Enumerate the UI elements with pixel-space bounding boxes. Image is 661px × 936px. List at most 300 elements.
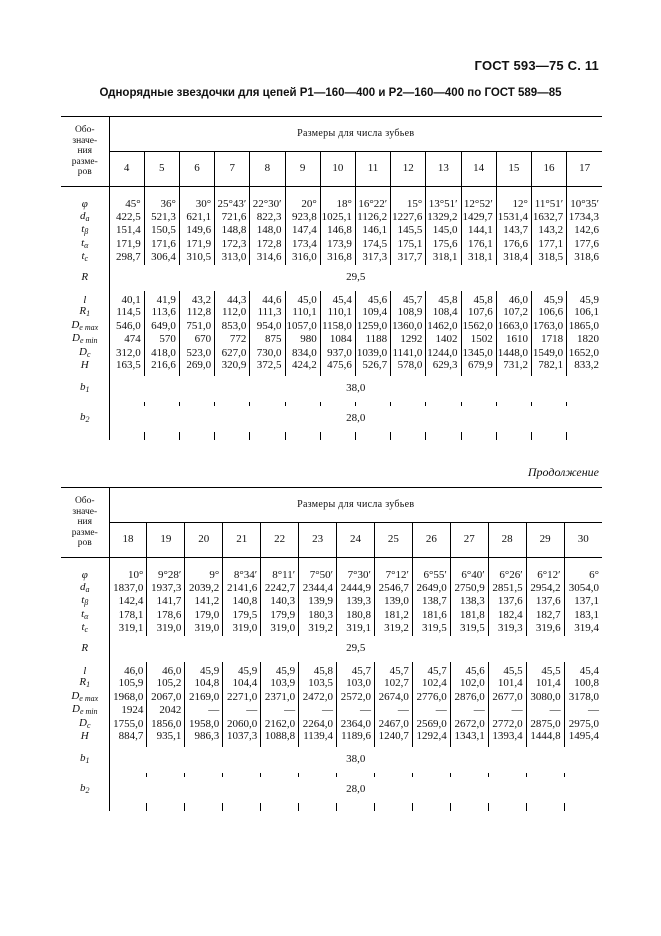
cell-tb: 139,0 bbox=[374, 595, 412, 609]
cell-Demin: 980 bbox=[285, 333, 320, 347]
cell-phi: 9° bbox=[185, 570, 223, 582]
row-Demax bbox=[61, 691, 602, 705]
teeth-count-header: 22 bbox=[261, 523, 299, 558]
cell-H: 1189,6 bbox=[337, 731, 375, 743]
cell-tb: 150,5 bbox=[144, 224, 179, 238]
cell-tb: 148,0 bbox=[250, 224, 285, 238]
cell-tc: 298,7 bbox=[109, 251, 144, 265]
cell-Demax: 1763,0 bbox=[531, 320, 566, 334]
cell-H: 731,2 bbox=[496, 360, 531, 372]
cell-l: 45,9 bbox=[531, 295, 566, 307]
cell-tb: 138,7 bbox=[412, 595, 450, 609]
cell-phi: 10° bbox=[109, 570, 147, 582]
cell-phi: 7°30′ bbox=[337, 570, 375, 582]
cell-phi: 6°12′ bbox=[526, 570, 564, 582]
cell-l: 46,0 bbox=[147, 666, 185, 678]
cell-l: 45,9 bbox=[185, 666, 223, 678]
cell-da: 923,8 bbox=[285, 211, 320, 225]
cell-Demin: — bbox=[564, 704, 602, 718]
cell-R: 29,5 bbox=[109, 265, 602, 291]
cell-Demin: — bbox=[412, 704, 450, 718]
teeth-count-header: 7 bbox=[215, 152, 250, 187]
cell-H: 424,2 bbox=[285, 360, 320, 372]
symbol-R1: $R_1$ bbox=[79, 305, 91, 318]
cell-tb: 137,6 bbox=[526, 595, 564, 609]
teeth-count-header: 24 bbox=[337, 523, 375, 558]
symbol-Dc: $D_c$ bbox=[78, 716, 91, 730]
symbol-Demin: $D_{e min}$ bbox=[71, 332, 98, 345]
cell-Demax: 1462,0 bbox=[426, 320, 461, 334]
cell-tb: 143,7 bbox=[496, 224, 531, 238]
cell-Dc: 2875,0 bbox=[526, 718, 564, 732]
corner-header-line: ров bbox=[77, 538, 92, 549]
cell-Demin: 1820 bbox=[567, 333, 602, 347]
cell-l: 45,0 bbox=[285, 295, 320, 307]
cell-R1: 102,7 bbox=[374, 677, 412, 691]
symbol-Demax: $D_{e max}$ bbox=[71, 318, 99, 332]
cell-tc: 319,0 bbox=[223, 622, 261, 636]
teeth-count-header: 4 bbox=[109, 152, 144, 187]
cell-Demin: — bbox=[337, 704, 375, 718]
symbol-H: H bbox=[80, 359, 89, 371]
row-tb bbox=[61, 224, 602, 238]
cell-Demin: — bbox=[299, 704, 337, 718]
cell-tc: 319,0 bbox=[147, 622, 185, 636]
cell-Dc: 1958,0 bbox=[185, 718, 223, 732]
cell-Dc: 937,0 bbox=[320, 347, 355, 361]
cell-H: 372,5 bbox=[250, 360, 285, 372]
cell-Dc: 2975,0 bbox=[564, 718, 602, 732]
cell-R1: 104,4 bbox=[223, 677, 261, 691]
teeth-count-header: 13 bbox=[426, 152, 461, 187]
cell-tc: 316,0 bbox=[285, 251, 320, 265]
teeth-count-header: 29 bbox=[526, 523, 564, 558]
cell-phi: 11°51′ bbox=[531, 199, 566, 211]
cell-Demin: 670 bbox=[179, 333, 214, 347]
cell-tc: 306,4 bbox=[144, 251, 179, 265]
cell-H: 1292,4 bbox=[412, 731, 450, 743]
cell-da: 1937,3 bbox=[147, 582, 185, 596]
cell-l: 43,2 bbox=[179, 295, 214, 307]
cell-R1: 108,4 bbox=[426, 306, 461, 320]
symbol-b2: $b_2$ bbox=[80, 410, 90, 424]
cell-tb: 141,7 bbox=[147, 595, 185, 609]
row-Dc bbox=[61, 718, 602, 732]
cell-tc: 318,1 bbox=[426, 251, 461, 265]
cell-b1: 38,0 bbox=[109, 747, 602, 773]
cell-H: 269,0 bbox=[179, 360, 214, 372]
cell-ta: 172,3 bbox=[215, 238, 250, 252]
cell-l: 46,0 bbox=[109, 666, 147, 678]
cell-R1: 114,5 bbox=[109, 306, 144, 320]
cell-Demax: 3080,0 bbox=[526, 691, 564, 705]
cell-phi: 30° bbox=[179, 199, 214, 211]
cell-l: 45,8 bbox=[299, 666, 337, 678]
teeth-count-header: 15 bbox=[496, 152, 531, 187]
teeth-count-header: 11 bbox=[355, 152, 390, 187]
symbol-l: l bbox=[83, 293, 87, 306]
teeth-count-header: 27 bbox=[450, 523, 488, 558]
cell-ta: 180,3 bbox=[299, 609, 337, 623]
cell-l: 45,7 bbox=[391, 295, 426, 307]
cell-l: 45,6 bbox=[355, 295, 390, 307]
cell-Demin: 570 bbox=[144, 333, 179, 347]
symbol-tc: $t_c$ bbox=[81, 621, 89, 634]
cell-ta: 171,9 bbox=[109, 238, 144, 252]
cell-ta: 177,6 bbox=[567, 238, 602, 252]
row-R bbox=[61, 636, 602, 662]
cell-Dc: 312,0 bbox=[109, 347, 144, 361]
cell-ta: 174,5 bbox=[355, 238, 390, 252]
symbol-b1: $b_1$ bbox=[80, 751, 90, 765]
cell-tc: 319,6 bbox=[526, 622, 564, 636]
symbol-phi: φ bbox=[81, 569, 88, 581]
cell-H: 1037,3 bbox=[223, 731, 261, 743]
cell-phi: 9°28′ bbox=[147, 570, 185, 582]
cell-Dc: 834,0 bbox=[285, 347, 320, 361]
cell-ta: 173,9 bbox=[320, 238, 355, 252]
cell-Demax: 1562,0 bbox=[461, 320, 496, 334]
cell-Dc: 2467,0 bbox=[374, 718, 412, 732]
corner-header-line: ров bbox=[77, 167, 92, 178]
cell-Demax: 1360,0 bbox=[391, 320, 426, 334]
row-Demax bbox=[61, 320, 602, 334]
cell-tc: 319,1 bbox=[337, 622, 375, 636]
symbol-da: $d_a$ bbox=[80, 209, 90, 223]
cell-Demax: 649,0 bbox=[144, 320, 179, 334]
cell-ta: 175,6 bbox=[426, 238, 461, 252]
cell-ta: 173,4 bbox=[285, 238, 320, 252]
cell-H: 163,5 bbox=[109, 360, 144, 372]
cell-l: 45,9 bbox=[261, 666, 299, 678]
cell-da: 2141,6 bbox=[223, 582, 261, 596]
cell-da: 822,3 bbox=[250, 211, 285, 225]
cell-Demin: 772 bbox=[215, 333, 250, 347]
cell-R1: 106,6 bbox=[531, 306, 566, 320]
cell-da: 2954,2 bbox=[526, 582, 564, 596]
continuation-label: Продолжение bbox=[527, 465, 599, 479]
cell-l: 46,0 bbox=[496, 295, 531, 307]
cell-Demax: 2169,0 bbox=[185, 691, 223, 705]
symbol-R: R bbox=[81, 641, 89, 654]
teeth-count-header: 23 bbox=[299, 523, 337, 558]
cell-da: 1126,2 bbox=[355, 211, 390, 225]
row-l bbox=[61, 295, 602, 307]
cell-tb: 142,6 bbox=[567, 224, 602, 238]
row-tc bbox=[61, 622, 602, 636]
cell-Dc: 730,0 bbox=[250, 347, 285, 361]
symbol-R1: $R_1$ bbox=[79, 676, 91, 689]
cell-l: 45,9 bbox=[567, 295, 602, 307]
cell-tb: 141,2 bbox=[185, 595, 223, 609]
teeth-count-header: 14 bbox=[461, 152, 496, 187]
cell-Demin: 1924 bbox=[109, 704, 147, 718]
cell-Dc: 1755,0 bbox=[109, 718, 147, 732]
cell-tc: 317,3 bbox=[355, 251, 390, 265]
cell-phi: 18° bbox=[320, 199, 355, 211]
row-R1 bbox=[61, 677, 602, 691]
teeth-count-header: 21 bbox=[223, 523, 261, 558]
cell-Demax: 1968,0 bbox=[109, 691, 147, 705]
cell-tb: 146,1 bbox=[355, 224, 390, 238]
teeth-count-header: 9 bbox=[285, 152, 320, 187]
row-H bbox=[61, 360, 602, 372]
cell-R1: 106,1 bbox=[567, 306, 602, 320]
cell-ta: 183,1 bbox=[564, 609, 602, 623]
cell-tc: 318,4 bbox=[496, 251, 531, 265]
cell-Dc: 1345,0 bbox=[461, 347, 496, 361]
cell-b1: 38,0 bbox=[109, 376, 602, 402]
cell-ta: 175,1 bbox=[391, 238, 426, 252]
teeth-count-header: 12 bbox=[391, 152, 426, 187]
corner-header-line: Обо- bbox=[74, 496, 95, 507]
cell-R1: 113,6 bbox=[144, 306, 179, 320]
symbol-b1: $b_1$ bbox=[80, 380, 90, 394]
row-ta bbox=[61, 238, 602, 252]
symbol-da: $d_a$ bbox=[80, 580, 90, 594]
cell-Dc: 1039,0 bbox=[355, 347, 390, 361]
cell-l: 41,9 bbox=[144, 295, 179, 307]
corner-header-line: значе- bbox=[72, 506, 98, 517]
cell-tc: 319,2 bbox=[299, 622, 337, 636]
cell-Dc: 1141,0 bbox=[391, 347, 426, 361]
cell-Demin: 1718 bbox=[531, 333, 566, 347]
page-header: ГОСТ 593—75 С. 11 bbox=[474, 58, 599, 73]
cell-Demax: 2876,0 bbox=[450, 691, 488, 705]
cell-R1: 107,6 bbox=[461, 306, 496, 320]
cell-ta: 178,1 bbox=[109, 609, 147, 623]
cell-da: 1734,3 bbox=[567, 211, 602, 225]
row-ta bbox=[61, 609, 602, 623]
cell-da: 1632,7 bbox=[531, 211, 566, 225]
table-title: Однорядные звездочки для цепей Р1—160—400 и Р2—160—400 по ГОСТ 589—85 bbox=[99, 87, 562, 99]
row-b1 bbox=[61, 747, 602, 773]
cell-ta: 180,8 bbox=[337, 609, 375, 623]
cell-Dc: 2162,0 bbox=[261, 718, 299, 732]
cell-da: 1837,0 bbox=[109, 582, 147, 596]
cell-R: 29,5 bbox=[109, 636, 602, 662]
cell-phi: 7°12′ bbox=[374, 570, 412, 582]
row-phi bbox=[61, 570, 602, 582]
cell-Demin: 474 bbox=[109, 333, 144, 347]
cell-tc: 319,3 bbox=[488, 622, 526, 636]
cell-Demax: 2674,0 bbox=[374, 691, 412, 705]
cell-da: 721,6 bbox=[215, 211, 250, 225]
cell-ta: 171,9 bbox=[179, 238, 214, 252]
cell-H: 1240,7 bbox=[374, 731, 412, 743]
cell-Demin: 1084 bbox=[320, 333, 355, 347]
symbol-tc: $t_c$ bbox=[81, 250, 89, 263]
cell-da: 2750,9 bbox=[450, 582, 488, 596]
teeth-count-header: 6 bbox=[179, 152, 214, 187]
cell-ta: 172,8 bbox=[250, 238, 285, 252]
cell-H: 1088,8 bbox=[261, 731, 299, 743]
cell-Demax: 1663,0 bbox=[496, 320, 531, 334]
symbol-Demin: $D_{e min}$ bbox=[71, 703, 98, 716]
cell-l: 45,7 bbox=[374, 666, 412, 678]
cell-phi: 8°34′ bbox=[223, 570, 261, 582]
cell-Demax: 954,0 bbox=[250, 320, 285, 334]
teeth-count-header: 28 bbox=[488, 523, 526, 558]
teeth-count-header: 19 bbox=[147, 523, 185, 558]
cell-tc: 319,4 bbox=[564, 622, 602, 636]
cell-H: 986,3 bbox=[185, 731, 223, 743]
cell-phi: 10°35′ bbox=[567, 199, 602, 211]
cell-ta: 181,8 bbox=[450, 609, 488, 623]
cell-phi: 8°11′ bbox=[261, 570, 299, 582]
cell-phi: 45° bbox=[109, 199, 144, 211]
cell-Demax: 2572,0 bbox=[337, 691, 375, 705]
cell-H: 475,6 bbox=[320, 360, 355, 372]
cell-l: 40,1 bbox=[109, 295, 144, 307]
cell-phi: 13°51′ bbox=[426, 199, 461, 211]
cell-l: 45,8 bbox=[461, 295, 496, 307]
cell-R1: 112,8 bbox=[179, 306, 214, 320]
cell-H: 320,9 bbox=[215, 360, 250, 372]
cell-tc: 318,1 bbox=[461, 251, 496, 265]
cell-H: 833,2 bbox=[567, 360, 602, 372]
cell-Demin: — bbox=[488, 704, 526, 718]
cell-H: 782,1 bbox=[531, 360, 566, 372]
teeth-count-header: 30 bbox=[564, 523, 602, 558]
cell-tb: 149,6 bbox=[179, 224, 214, 238]
cell-ta: 182,7 bbox=[526, 609, 564, 623]
cell-H: 884,7 bbox=[109, 731, 147, 743]
symbol-phi: φ bbox=[81, 198, 88, 210]
cell-Dc: 1856,0 bbox=[147, 718, 185, 732]
cell-Demax: 1259,0 bbox=[355, 320, 390, 334]
cell-ta: 171,6 bbox=[144, 238, 179, 252]
cell-H: 629,3 bbox=[426, 360, 461, 372]
teeth-count-header: 5 bbox=[144, 152, 179, 187]
cell-tc: 319,0 bbox=[185, 622, 223, 636]
cell-tb: 151,4 bbox=[109, 224, 144, 238]
cell-da: 2344,4 bbox=[299, 582, 337, 596]
cell-Dc: 2060,0 bbox=[223, 718, 261, 732]
cell-R1: 100,8 bbox=[564, 677, 602, 691]
cell-Demax: 3178,0 bbox=[564, 691, 602, 705]
cell-Demax: 2677,0 bbox=[488, 691, 526, 705]
cell-b2: 28,0 bbox=[109, 777, 602, 803]
cell-phi: 12° bbox=[496, 199, 531, 211]
cell-tb: 138,3 bbox=[450, 595, 488, 609]
corner-header-line: разме- bbox=[71, 156, 98, 167]
cell-R1: 108,9 bbox=[391, 306, 426, 320]
symbol-H: H bbox=[80, 730, 89, 742]
cell-phi: 36° bbox=[144, 199, 179, 211]
cell-R1: 103,9 bbox=[261, 677, 299, 691]
cell-tc: 318,5 bbox=[531, 251, 566, 265]
teeth-count-header: 18 bbox=[109, 523, 147, 558]
cell-Demax: 2472,0 bbox=[299, 691, 337, 705]
cell-Demax: 2067,0 bbox=[147, 691, 185, 705]
cell-tc: 314,6 bbox=[250, 251, 285, 265]
cell-Dc: 1652,0 bbox=[567, 347, 602, 361]
cell-Demin: — bbox=[526, 704, 564, 718]
cell-Dc: 1549,0 bbox=[531, 347, 566, 361]
row-b2 bbox=[61, 406, 602, 432]
cell-Dc: 2264,0 bbox=[299, 718, 337, 732]
cell-Dc: 523,0 bbox=[179, 347, 214, 361]
cell-Demin: 1292 bbox=[391, 333, 426, 347]
cell-R1: 101,4 bbox=[488, 677, 526, 691]
corner-header bbox=[61, 488, 109, 558]
cell-tb: 146,8 bbox=[320, 224, 355, 238]
cell-tb: 140,8 bbox=[223, 595, 261, 609]
cell-tc: 319,2 bbox=[374, 622, 412, 636]
symbol-R: R bbox=[81, 270, 89, 283]
corner-header-line: разме- bbox=[71, 527, 98, 538]
cell-Demax: 1865,0 bbox=[567, 320, 602, 334]
corner-header-line: значе- bbox=[72, 135, 98, 146]
cell-ta: 179,5 bbox=[223, 609, 261, 623]
cell-l: 45,5 bbox=[526, 666, 564, 678]
cell-R1: 110,1 bbox=[320, 306, 355, 320]
corner-header-line: ния bbox=[77, 146, 93, 157]
cell-phi: 22°30′ bbox=[250, 199, 285, 211]
cell-H: 1139,4 bbox=[299, 731, 337, 743]
cell-H: 1393,4 bbox=[488, 731, 526, 743]
cell-Dc: 418,0 bbox=[144, 347, 179, 361]
cell-da: 2242,7 bbox=[261, 582, 299, 596]
cell-phi: 25°43′ bbox=[215, 199, 250, 211]
corner-header-line: ния bbox=[77, 517, 93, 528]
cell-Demin: 1402 bbox=[426, 333, 461, 347]
cell-da: 1531,4 bbox=[496, 211, 531, 225]
cell-tb: 139,9 bbox=[299, 595, 337, 609]
super-header: Размеры для числа зубьев bbox=[109, 117, 602, 152]
cell-ta: 179,0 bbox=[185, 609, 223, 623]
cell-Demax: 853,0 bbox=[215, 320, 250, 334]
cell-Dc: 627,0 bbox=[215, 347, 250, 361]
symbol-tb: $t_\beta$ bbox=[81, 223, 89, 236]
cell-R1: 111,3 bbox=[250, 306, 285, 320]
cell-tb: 143,2 bbox=[531, 224, 566, 238]
cell-tb: 145,5 bbox=[391, 224, 426, 238]
corner-header-line: Обо- bbox=[74, 125, 95, 136]
cell-phi: 6°26′ bbox=[488, 570, 526, 582]
cell-R1: 109,4 bbox=[355, 306, 390, 320]
cell-Demin: 1188 bbox=[355, 333, 390, 347]
cell-ta: 178,6 bbox=[147, 609, 185, 623]
cell-l: 45,6 bbox=[450, 666, 488, 678]
cell-tb: 137,6 bbox=[488, 595, 526, 609]
cell-tb: 139,3 bbox=[337, 595, 375, 609]
cell-da: 422,5 bbox=[109, 211, 144, 225]
cell-da: 1429,7 bbox=[461, 211, 496, 225]
cell-R1: 105,2 bbox=[147, 677, 185, 691]
row-l bbox=[61, 666, 602, 678]
cell-tc: 319,5 bbox=[450, 622, 488, 636]
cell-tb: 147,4 bbox=[285, 224, 320, 238]
row-b1 bbox=[61, 376, 602, 402]
cell-phi: 20° bbox=[285, 199, 320, 211]
cell-Demin: 1502 bbox=[461, 333, 496, 347]
cell-Dc: 1448,0 bbox=[496, 347, 531, 361]
cell-R1: 110,1 bbox=[285, 306, 320, 320]
cell-H: 1444,8 bbox=[526, 731, 564, 743]
cell-l: 45,9 bbox=[223, 666, 261, 678]
cell-Demax: 1158,0 bbox=[320, 320, 355, 334]
cell-da: 2649,0 bbox=[412, 582, 450, 596]
cell-ta: 177,1 bbox=[531, 238, 566, 252]
cell-tc: 310,5 bbox=[179, 251, 214, 265]
cell-tb: 148,8 bbox=[215, 224, 250, 238]
corner-header bbox=[61, 117, 109, 187]
row-tb bbox=[61, 595, 602, 609]
cell-tc: 319,0 bbox=[261, 622, 299, 636]
cell-tb: 140,3 bbox=[261, 595, 299, 609]
